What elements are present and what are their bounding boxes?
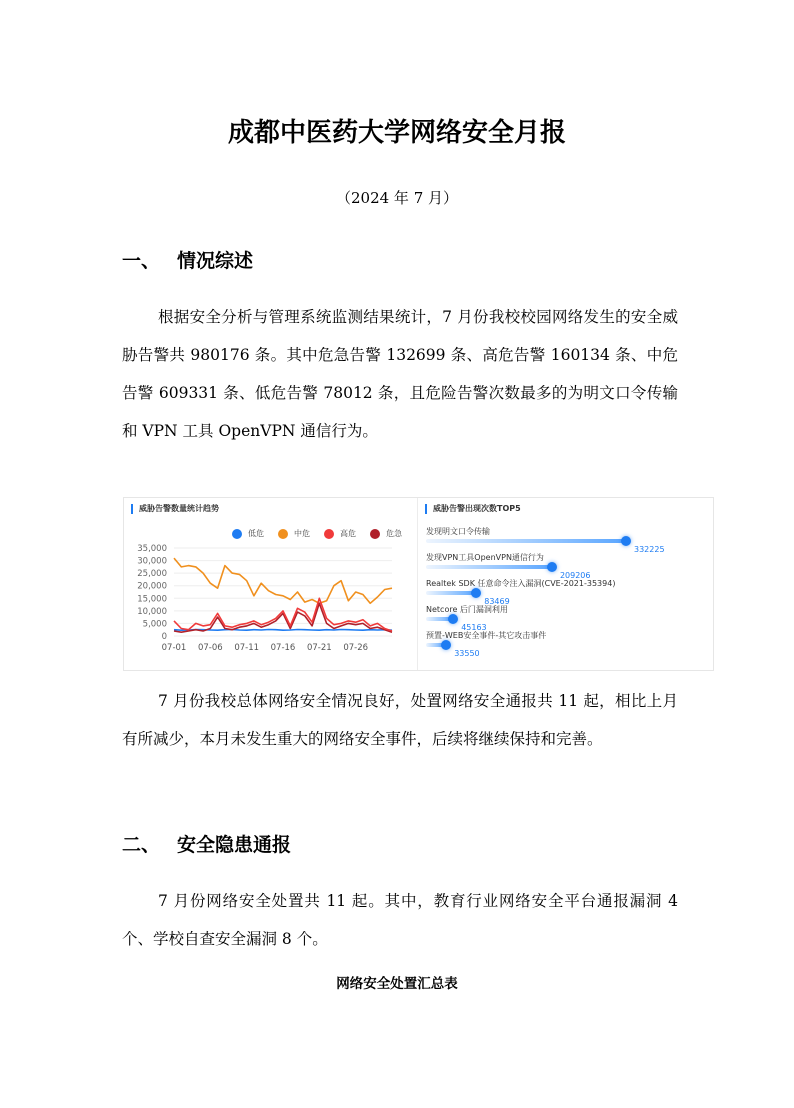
page-title: 成都中医药大学网络安全月报 bbox=[227, 118, 566, 148]
top5-item bbox=[426, 552, 706, 578]
trend-chart bbox=[124, 498, 417, 670]
y-tick-label: 15,000 bbox=[137, 594, 167, 605]
series-line-3 bbox=[174, 603, 392, 632]
series-line-1 bbox=[174, 558, 392, 603]
section-heading-2 bbox=[122, 830, 291, 857]
top5-bar-end bbox=[471, 588, 481, 598]
x-tick-label: 07-01 bbox=[161, 643, 187, 653]
top5-value: 33550 bbox=[454, 649, 480, 658]
trend-chart-title: 威胁告警数量统计趋势 bbox=[131, 504, 219, 514]
legend-label: 中危 bbox=[294, 529, 310, 538]
top5-item bbox=[426, 526, 706, 552]
top5-label: Netcore 后门漏洞利用 bbox=[426, 605, 508, 614]
y-tick-label: 35,000 bbox=[137, 544, 167, 554]
top5-value: 83469 bbox=[484, 597, 510, 606]
top5-bar-end bbox=[547, 562, 557, 572]
section-heading-1 bbox=[122, 246, 253, 273]
top5-chart-title: 威胁告警出现次数TOP5 bbox=[425, 504, 521, 514]
top5-bar bbox=[426, 591, 476, 595]
section-number: 二、 bbox=[122, 834, 161, 856]
y-tick-label: 0 bbox=[161, 632, 167, 642]
top5-item bbox=[426, 630, 706, 656]
y-tick-label: 20,000 bbox=[137, 581, 167, 592]
legend-label: 危急 bbox=[386, 529, 402, 538]
summary-paragraph: 根据安全分析与管理系统监测结果统计，7 月份我校校园网络发生的安全威胁告警共 980176 条。其中危急告警 132699 条、高危告警 160134 条、中危告警 609331 条、低危告警 78012 条，且危险告警次数最多的为明文口令传输和 VPN 工具 OpenVPN 通信行为。 bbox=[122, 308, 678, 440]
x-tick-label: 07-26 bbox=[343, 643, 369, 653]
top5-bar bbox=[426, 539, 626, 543]
chart-panel bbox=[123, 497, 714, 671]
top5-value: 45163 bbox=[461, 623, 487, 632]
y-tick-label: 10,000 bbox=[137, 606, 167, 617]
top5-value: 332225 bbox=[634, 545, 665, 554]
top5-bars bbox=[426, 526, 706, 656]
top5-label: Realtek SDK 任意命令注入漏洞(CVE-2021-35394) bbox=[426, 579, 616, 588]
y-tick-label: 25,000 bbox=[137, 569, 167, 580]
top5-item bbox=[426, 604, 706, 630]
section-number: 一、 bbox=[122, 250, 161, 272]
top5-label: 预置-WEB安全事件-其它攻击事件 bbox=[426, 631, 547, 640]
top5-label: 发现明文口令传输 bbox=[426, 527, 490, 536]
trend-chart-panel bbox=[124, 498, 418, 670]
top5-value: 209206 bbox=[559, 571, 591, 580]
legend-label: 低危 bbox=[248, 529, 264, 538]
top5-bar-end bbox=[621, 536, 631, 546]
top5-bar bbox=[426, 565, 552, 569]
y-tick-label: 5,000 bbox=[142, 619, 167, 630]
report-period: （2024 年 7 月） bbox=[335, 189, 459, 207]
top5-label: 发现VPN工具OpenVPN通信行为 bbox=[426, 553, 544, 562]
x-tick-label: 07-11 bbox=[234, 643, 260, 653]
top5-chart-panel bbox=[418, 498, 713, 670]
incident-paragraph: 7 月份网络安全处置共 11 起。其中，教育行业网络安全平台通报漏洞 4 个、学校自查安全漏洞 8 个。 bbox=[122, 892, 678, 948]
section-title: 情况综述 bbox=[177, 250, 254, 272]
x-tick-label: 07-21 bbox=[306, 643, 332, 653]
x-tick-label: 07-06 bbox=[197, 643, 223, 653]
legend-label: 高危 bbox=[340, 529, 356, 538]
table-caption: 网络安全处置汇总表 bbox=[336, 976, 458, 992]
section-title: 安全隐患通报 bbox=[177, 834, 292, 856]
top5-item bbox=[426, 578, 706, 604]
y-tick-label: 30,000 bbox=[137, 556, 167, 567]
status-paragraph: 7 月份我校总体网络安全情况良好，处置网络安全通报共 11 起，相比上月有所减少，本月未发生重大的网络安全事件，后续将继续保持和完善。 bbox=[122, 692, 678, 748]
x-tick-label: 07-16 bbox=[270, 643, 296, 653]
top5-bar-end bbox=[441, 640, 451, 650]
top5-bar-end bbox=[448, 614, 458, 624]
